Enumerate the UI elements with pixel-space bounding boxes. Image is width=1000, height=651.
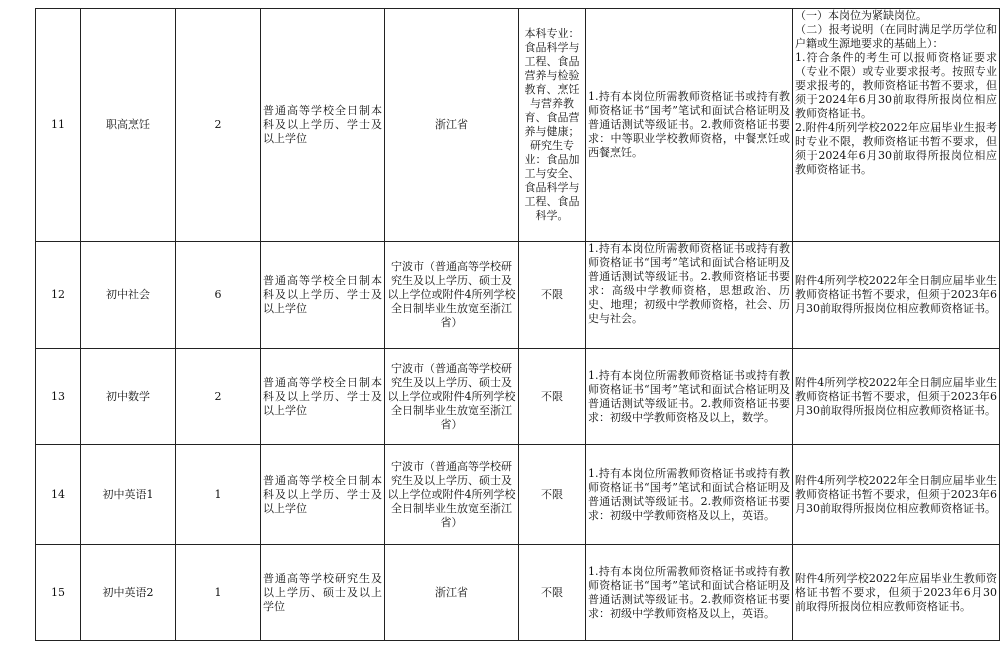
residence-requirement: 宁波市（普通高等学校研究生及以上学历、硕士及以上学位或附件4所列学校全日制毕业生放宽至浙江省） xyxy=(385,349,519,445)
table-row xyxy=(36,349,1000,445)
qualification-requirement: 1.持有本岗位所需教师资格证书或持有教师资格证书“国考”笔试和面试合格证明及普通话测试等级证书。2.教师资格证书要求：高级中学教师资格，思想政治、历史、地理；初级中学教师资格，社会、历史与社会。 xyxy=(588,242,790,325)
major-requirement: 不限 xyxy=(519,445,586,545)
residence-requirement: 宁波市（普通高等学校研究生及以上学历、硕士及以上学位或附件4所列学校全日制毕业生放宽至浙江省） xyxy=(385,242,519,349)
table-row xyxy=(36,545,1000,641)
residence-requirement: 浙江省 xyxy=(385,545,519,641)
hire-count: 6 xyxy=(176,242,261,349)
residence-requirement: 宁波市（普通高等学校研究生及以上学历、硕士及以上学位或附件4所列学校全日制毕业生放宽至浙江省） xyxy=(385,445,519,545)
education-requirement: 普通高等学校全日制本科及以上学历、学士及以上学位 xyxy=(261,445,385,545)
major-requirement: 不限 xyxy=(519,349,586,445)
remarks: 附件4所列学校2022年全日制应届毕业生教师资格证书暂不要求，但须于2023年6月30前取得所报岗位相应教师资格证书。 xyxy=(793,349,1000,445)
hire-count: 2 xyxy=(176,9,261,242)
table-row xyxy=(36,242,1000,349)
table-row xyxy=(36,445,1000,545)
qualification-requirement: 1.持有本岗位所需教师资格证书或持有教师资格证书“国考”笔试和面试合格证明及普通话测试等级证书。2.教师资格证书要求：初级中学教师资格及以上，数学。 xyxy=(586,349,793,445)
education-requirement: 普通高等学校研究生及以上学历、硕士及以上学位 xyxy=(261,545,385,641)
row-number: 11 xyxy=(36,9,81,242)
remarks: 附件4所列学校2022年应届毕业生教师资格证书暂不要求，但须于2023年6月30前取得所报岗位相应教师资格证书。 xyxy=(793,545,1000,641)
row-number: 12 xyxy=(36,242,81,349)
major-requirement: 不限 xyxy=(519,545,586,641)
education-requirement: 普通高等学校全日制本科及以上学历、学士及以上学位 xyxy=(261,242,385,349)
remarks: （一）本岗位为紧缺岗位。 （二）报考说明（在同时满足学历学位和户籍或生源地要求的基础上）： 1.符合条件的考生可以报师资格证要求（专业不限）或专业要求报考。按照专业要求报考的，教师资格证书暂不要求，但须于2024年6月30前取得所报岗位相应教师资格证书。 2.附件4所列学校2022年应届毕业生报考时专业不限，教师资格证书暂不要求，但须于2024年6月30前取得所报岗位相应教师资格证书。 xyxy=(793,9,1000,242)
hire-count: 1 xyxy=(176,545,261,641)
position-name: 初中英语1 xyxy=(81,445,176,545)
position-name: 初中英语2 xyxy=(81,545,176,641)
row-number: 15 xyxy=(36,545,81,641)
recruitment-table xyxy=(35,8,1000,641)
major-requirement: 不限 xyxy=(519,242,586,349)
hire-count: 1 xyxy=(176,445,261,545)
education-requirement: 普通高等学校全日制本科及以上学历、学士及以上学位 xyxy=(261,9,385,242)
table-row xyxy=(36,9,1000,242)
row-number: 13 xyxy=(36,349,81,445)
qualification-requirement: 1.持有本岗位所需教师资格证书或持有教师资格证书“国考”笔试和面试合格证明及普通话测试等级证书。2.教师资格证书要求：初级中学教师资格及以上，英语。 xyxy=(586,545,793,641)
remarks: 附件4所列学校2022年全日制应届毕业生教师资格证书暂不要求，但须于2023年6月30前取得所报岗位相应教师资格证书。 xyxy=(793,445,1000,545)
position-name: 职高烹饪 xyxy=(81,9,176,242)
position-name: 初中数学 xyxy=(81,349,176,445)
position-name: 初中社会 xyxy=(81,242,176,349)
qualification-requirement: 1.持有本岗位所需教师资格证书或持有教师资格证书“国考”笔试和面试合格证明及普通话测试等级证书。2.教师资格证书要求：中等职业学校教师资格，中餐烹饪或西餐烹饪。 xyxy=(586,9,793,242)
row-number: 14 xyxy=(36,445,81,545)
major-requirement: 本科专业：食品科学与工程、食品营养与检验教育、烹饪与营养教育、食品营养与健康；研究生专业：食品加工与安全、食品科学与工程、食品科学。 xyxy=(519,9,586,242)
residence-requirement: 浙江省 xyxy=(385,9,519,242)
education-requirement: 普通高等学校全日制本科及以上学历、学士及以上学位 xyxy=(261,349,385,445)
remarks: 附件4所列学校2022年全日制应届毕业生教师资格证书暂不要求，但须于2023年6月30前取得所报岗位相应教师资格证书。 xyxy=(793,242,1000,349)
qualification-requirement: 1.持有本岗位所需教师资格证书或持有教师资格证书“国考”笔试和面试合格证明及普通话测试等级证书。2.教师资格证书要求：初级中学教师资格及以上，英语。 xyxy=(586,445,793,545)
hire-count: 2 xyxy=(176,349,261,445)
